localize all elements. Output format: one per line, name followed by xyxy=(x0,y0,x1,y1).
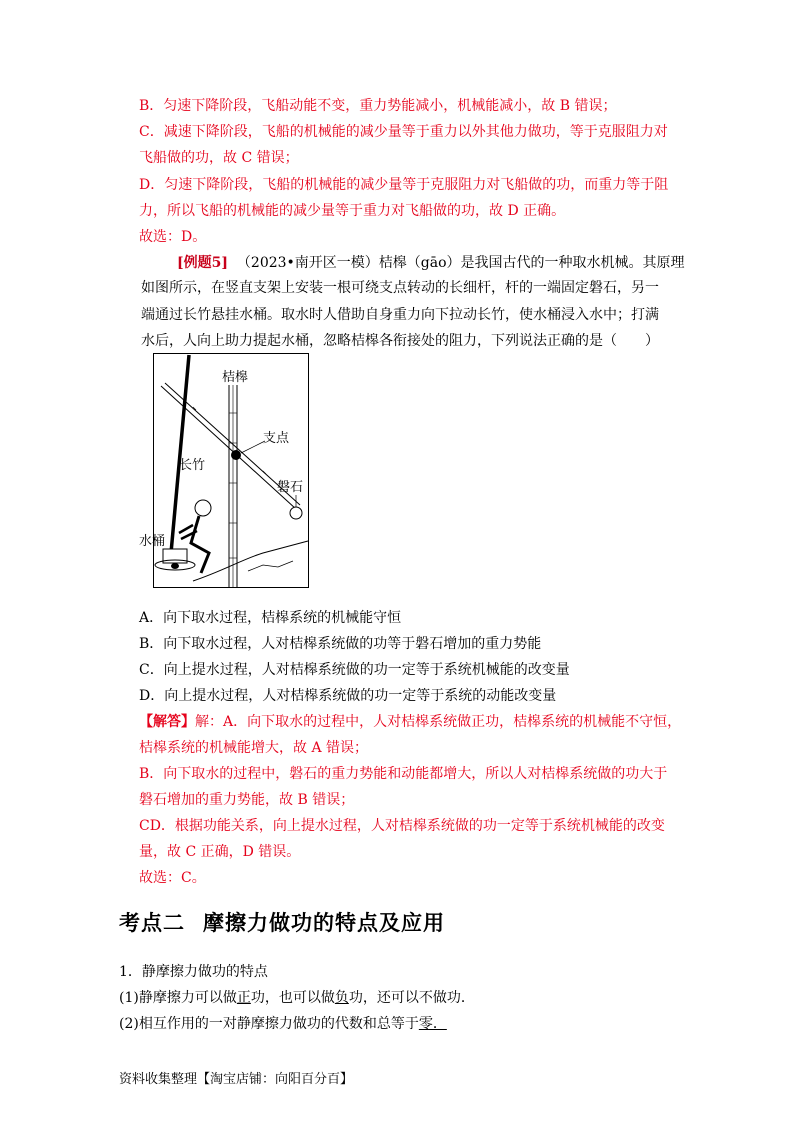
point1-item2 xyxy=(119,1014,447,1034)
solution-option-c-line2: 飞船做的功，故 C 错误； xyxy=(139,150,299,166)
item1-post: 功，还可以不做功． xyxy=(348,990,475,1006)
section-title: 摩擦力做功的特点及应用 xyxy=(203,911,445,935)
solution-line1-text: 解：A．向下取水的过程中，人对桔槔系统做正功，桔槔系统的机械能不守恒， xyxy=(195,714,682,730)
solution-line3: B．向下取水的过程中，磐石的重力势能和动能都增大，所以人对桔槔系统做的功大于 xyxy=(139,766,668,782)
solution-option-c-line1: C．减速下降阶段，飞船的机械能的减少量等于重力以外其他力做功，等于克服阻力对 xyxy=(139,124,668,140)
example-stem-text: （2023•南开区一模）桔槔（gāo）是我国古代的一种取水机械。其原理 xyxy=(236,255,685,271)
solution-option-d-line1: D．匀速下降阶段，飞船的机械能的减少量等于克服阻力对飞船做的功，而重力等于阻 xyxy=(139,177,669,193)
example-stem-line1 xyxy=(177,253,685,273)
example-stem-line3: 端通过长竹悬挂水桶。取水时人借助自身重力向下拉动长竹，使水桶浸入水中；打满 xyxy=(141,307,659,323)
item2-pre: (2)相互作用的一对静摩擦力做功的代数和总等于 xyxy=(119,1016,419,1032)
example-stem-line4: 水后，人向上助力提起水桶，忽略桔槔各衔接处的阻力，下列说法正确的是（ ） xyxy=(141,333,659,349)
solution-line4: 磐石增加的重力势能，故 B 错误； xyxy=(139,792,355,808)
item1-pre: (1)静摩擦力可以做 xyxy=(119,990,237,1006)
item2-underline-zero: 零． xyxy=(418,1016,447,1032)
label-jiegao: 桔槔 xyxy=(222,370,249,385)
item1-underline-positive: 正 xyxy=(236,990,251,1006)
option-c: C．向上提水过程，人对桔槔系统做的功一定等于系统机械能的改变量 xyxy=(139,662,570,678)
solution-answer: 故选：D。 xyxy=(139,229,207,245)
footer-note: 资料收集整理【淘宝店铺：向阳百分百】 xyxy=(119,1072,354,1087)
option-a: A．向下取水过程，桔槔系统的机械能守恒 xyxy=(139,610,402,626)
item1-mid: 功，也可以做 xyxy=(250,990,335,1006)
solution-answer-c: 故选：C。 xyxy=(139,870,206,886)
label-fulcrum: 支点 xyxy=(263,431,290,446)
option-d: D．向上提水过程，人对桔槔系统做的功一定等于系统的动能改变量 xyxy=(139,688,557,704)
example-stem-line2: 如图所示，在竖直支架上安装一根可绕支点转动的长细杆，杆的一端固定磐石，另一 xyxy=(141,280,659,296)
jiegao-diagram xyxy=(139,353,309,588)
section-heading xyxy=(119,907,445,937)
solution-line5: CD．根据功能关系，向上提水过程，人对桔槔系统做的功一定等于系统机械能的改变 xyxy=(139,818,665,834)
solution-option-b: B．匀速下降阶段，飞船动能不变，重力势能减小，机械能减小，故 B 错误； xyxy=(139,98,617,114)
solution-option-d-line2: 力，所以飞船的机械能的减少量等于重力对飞船做的功，故 D 正确。 xyxy=(139,203,566,219)
point1-heading: 1．静摩擦力做功的特点 xyxy=(119,964,268,980)
section-number: 考点二 xyxy=(119,911,185,935)
solution-line1 xyxy=(139,712,681,732)
example-tag: [例题5] xyxy=(177,255,228,271)
label-bamboo: 长竹 xyxy=(179,458,206,473)
solution-tag: 【解答】 xyxy=(139,714,195,730)
label-stone: 磐石 xyxy=(277,480,304,495)
item1-underline-negative: 负 xyxy=(334,990,349,1006)
jiegao-figure xyxy=(139,353,309,588)
option-b: B．向下取水过程，人对桔槔系统做的功等于磐石增加的重力势能 xyxy=(139,636,542,652)
solution-line2: 桔槔系统的机械能增大，故 A 错误； xyxy=(139,740,369,756)
label-bucket: 水桶 xyxy=(139,534,166,549)
point1-item1 xyxy=(119,988,475,1008)
solution-line6: 量，故 C 正确，D 错误。 xyxy=(139,844,301,860)
